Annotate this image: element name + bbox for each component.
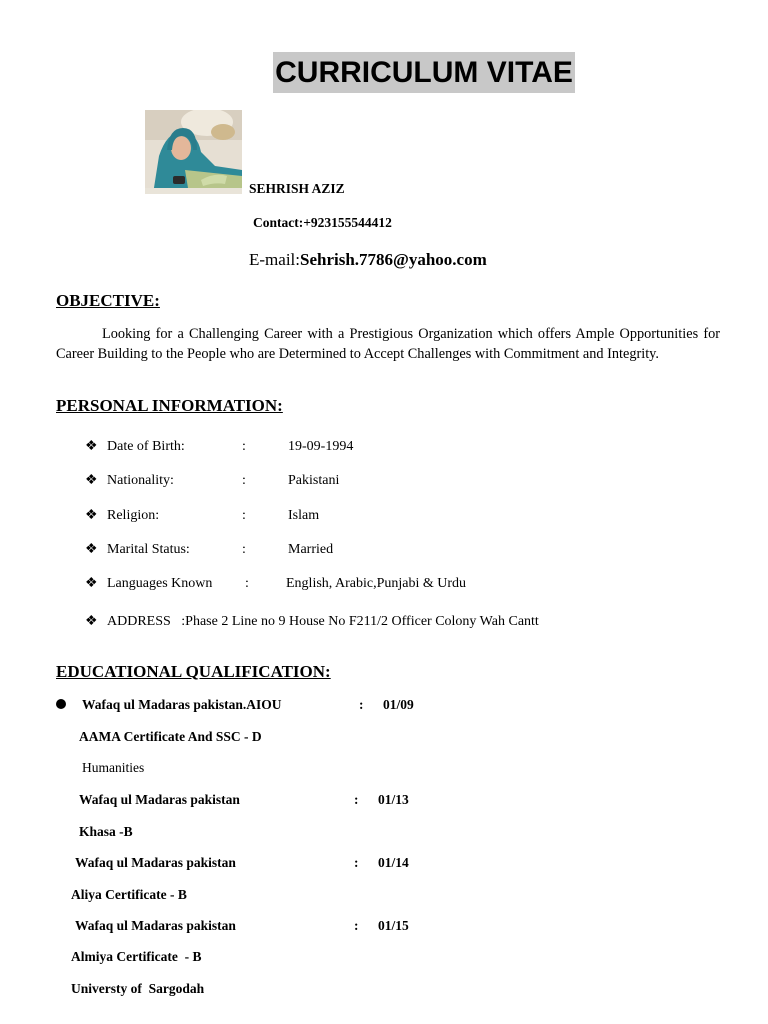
- info-label: Date of Birth:: [107, 439, 185, 454]
- bullet-icon: ❖: [85, 439, 98, 454]
- info-colon: :: [242, 542, 246, 557]
- email-label: E-mail:: [249, 250, 300, 269]
- bullet-icon: ❖: [85, 614, 98, 629]
- info-label: Languages Known: [107, 576, 213, 591]
- info-label: Religion:: [107, 508, 160, 523]
- education-year: 01/09: [383, 697, 414, 712]
- email-line: [249, 250, 487, 270]
- education-year: 01/14: [378, 855, 409, 870]
- education-colon: :: [354, 918, 359, 933]
- bullet-icon: ❖: [85, 508, 98, 523]
- info-value: 19-09-1994: [288, 439, 354, 454]
- profile-photo: [145, 110, 242, 194]
- education-colon: :: [359, 697, 364, 712]
- education-entry: Almiya Certificate - B: [71, 949, 202, 964]
- education-year: 01/13: [378, 792, 409, 807]
- bullet-icon: ❖: [85, 542, 98, 557]
- info-value: Islam: [288, 508, 320, 523]
- education-entry: Wafaq ul Madaras pakistan: [75, 918, 236, 933]
- contact-number: Contact:+923155544412: [253, 215, 392, 230]
- info-colon: :: [242, 508, 246, 523]
- candidate-name: SEHRISH AZIZ: [249, 181, 345, 196]
- info-value: English, Arabic,Punjabi & Urdu: [286, 576, 467, 591]
- education-colon: :: [354, 855, 359, 870]
- education-heading: EDUCATIONAL QUALIFICATION:: [56, 662, 331, 681]
- bullet-icon: ❖: [85, 473, 98, 488]
- education-entry: Wafaq ul Madaras pakistan.AIOU: [82, 697, 282, 712]
- info-value: Pakistani: [288, 473, 340, 488]
- education-entry: Wafaq ul Madaras pakistan: [75, 855, 236, 870]
- objective-heading: OBJECTIVE:: [56, 291, 160, 310]
- objective-text: Looking for a Challenging Career with a Prestigious Organization which offers Ample Opportunities for Career Building to the People who are Determined to Accept Challenges with Commitment and Integrity.: [56, 326, 720, 362]
- education-colon: :: [354, 792, 359, 807]
- info-label: Marital Status:: [107, 542, 190, 557]
- personal-info-heading: PERSONAL INFORMATION:: [56, 396, 283, 415]
- education-entry: Universty of Sargodah: [71, 981, 205, 996]
- address-text: ADDRESS :Phase 2 Line no 9 House No F211/2 Officer Colony Wah Cantt: [107, 614, 539, 629]
- education-entry: Aliya Certificate - B: [71, 887, 187, 902]
- info-label: Nationality:: [107, 473, 174, 488]
- info-colon: :: [242, 439, 246, 454]
- page-title: CURRICULUM VITAE: [273, 52, 575, 93]
- info-colon: :: [245, 576, 249, 591]
- education-entry: Khasa -B: [79, 824, 133, 839]
- education-year: 01/15: [378, 918, 409, 933]
- email-address[interactable]: Sehrish.7786@yahoo.com: [299, 250, 487, 269]
- info-value: Married: [288, 542, 334, 557]
- education-entry: AAMA Certificate And SSC - D: [79, 729, 262, 744]
- info-colon: :: [242, 473, 246, 488]
- education-entry: Humanities: [82, 760, 145, 775]
- education-entry: Wafaq ul Madaras pakistan: [79, 792, 240, 807]
- bullet-dot-icon: [56, 699, 66, 709]
- profile-photo-image: [145, 110, 242, 194]
- bullet-icon: ❖: [85, 576, 98, 591]
